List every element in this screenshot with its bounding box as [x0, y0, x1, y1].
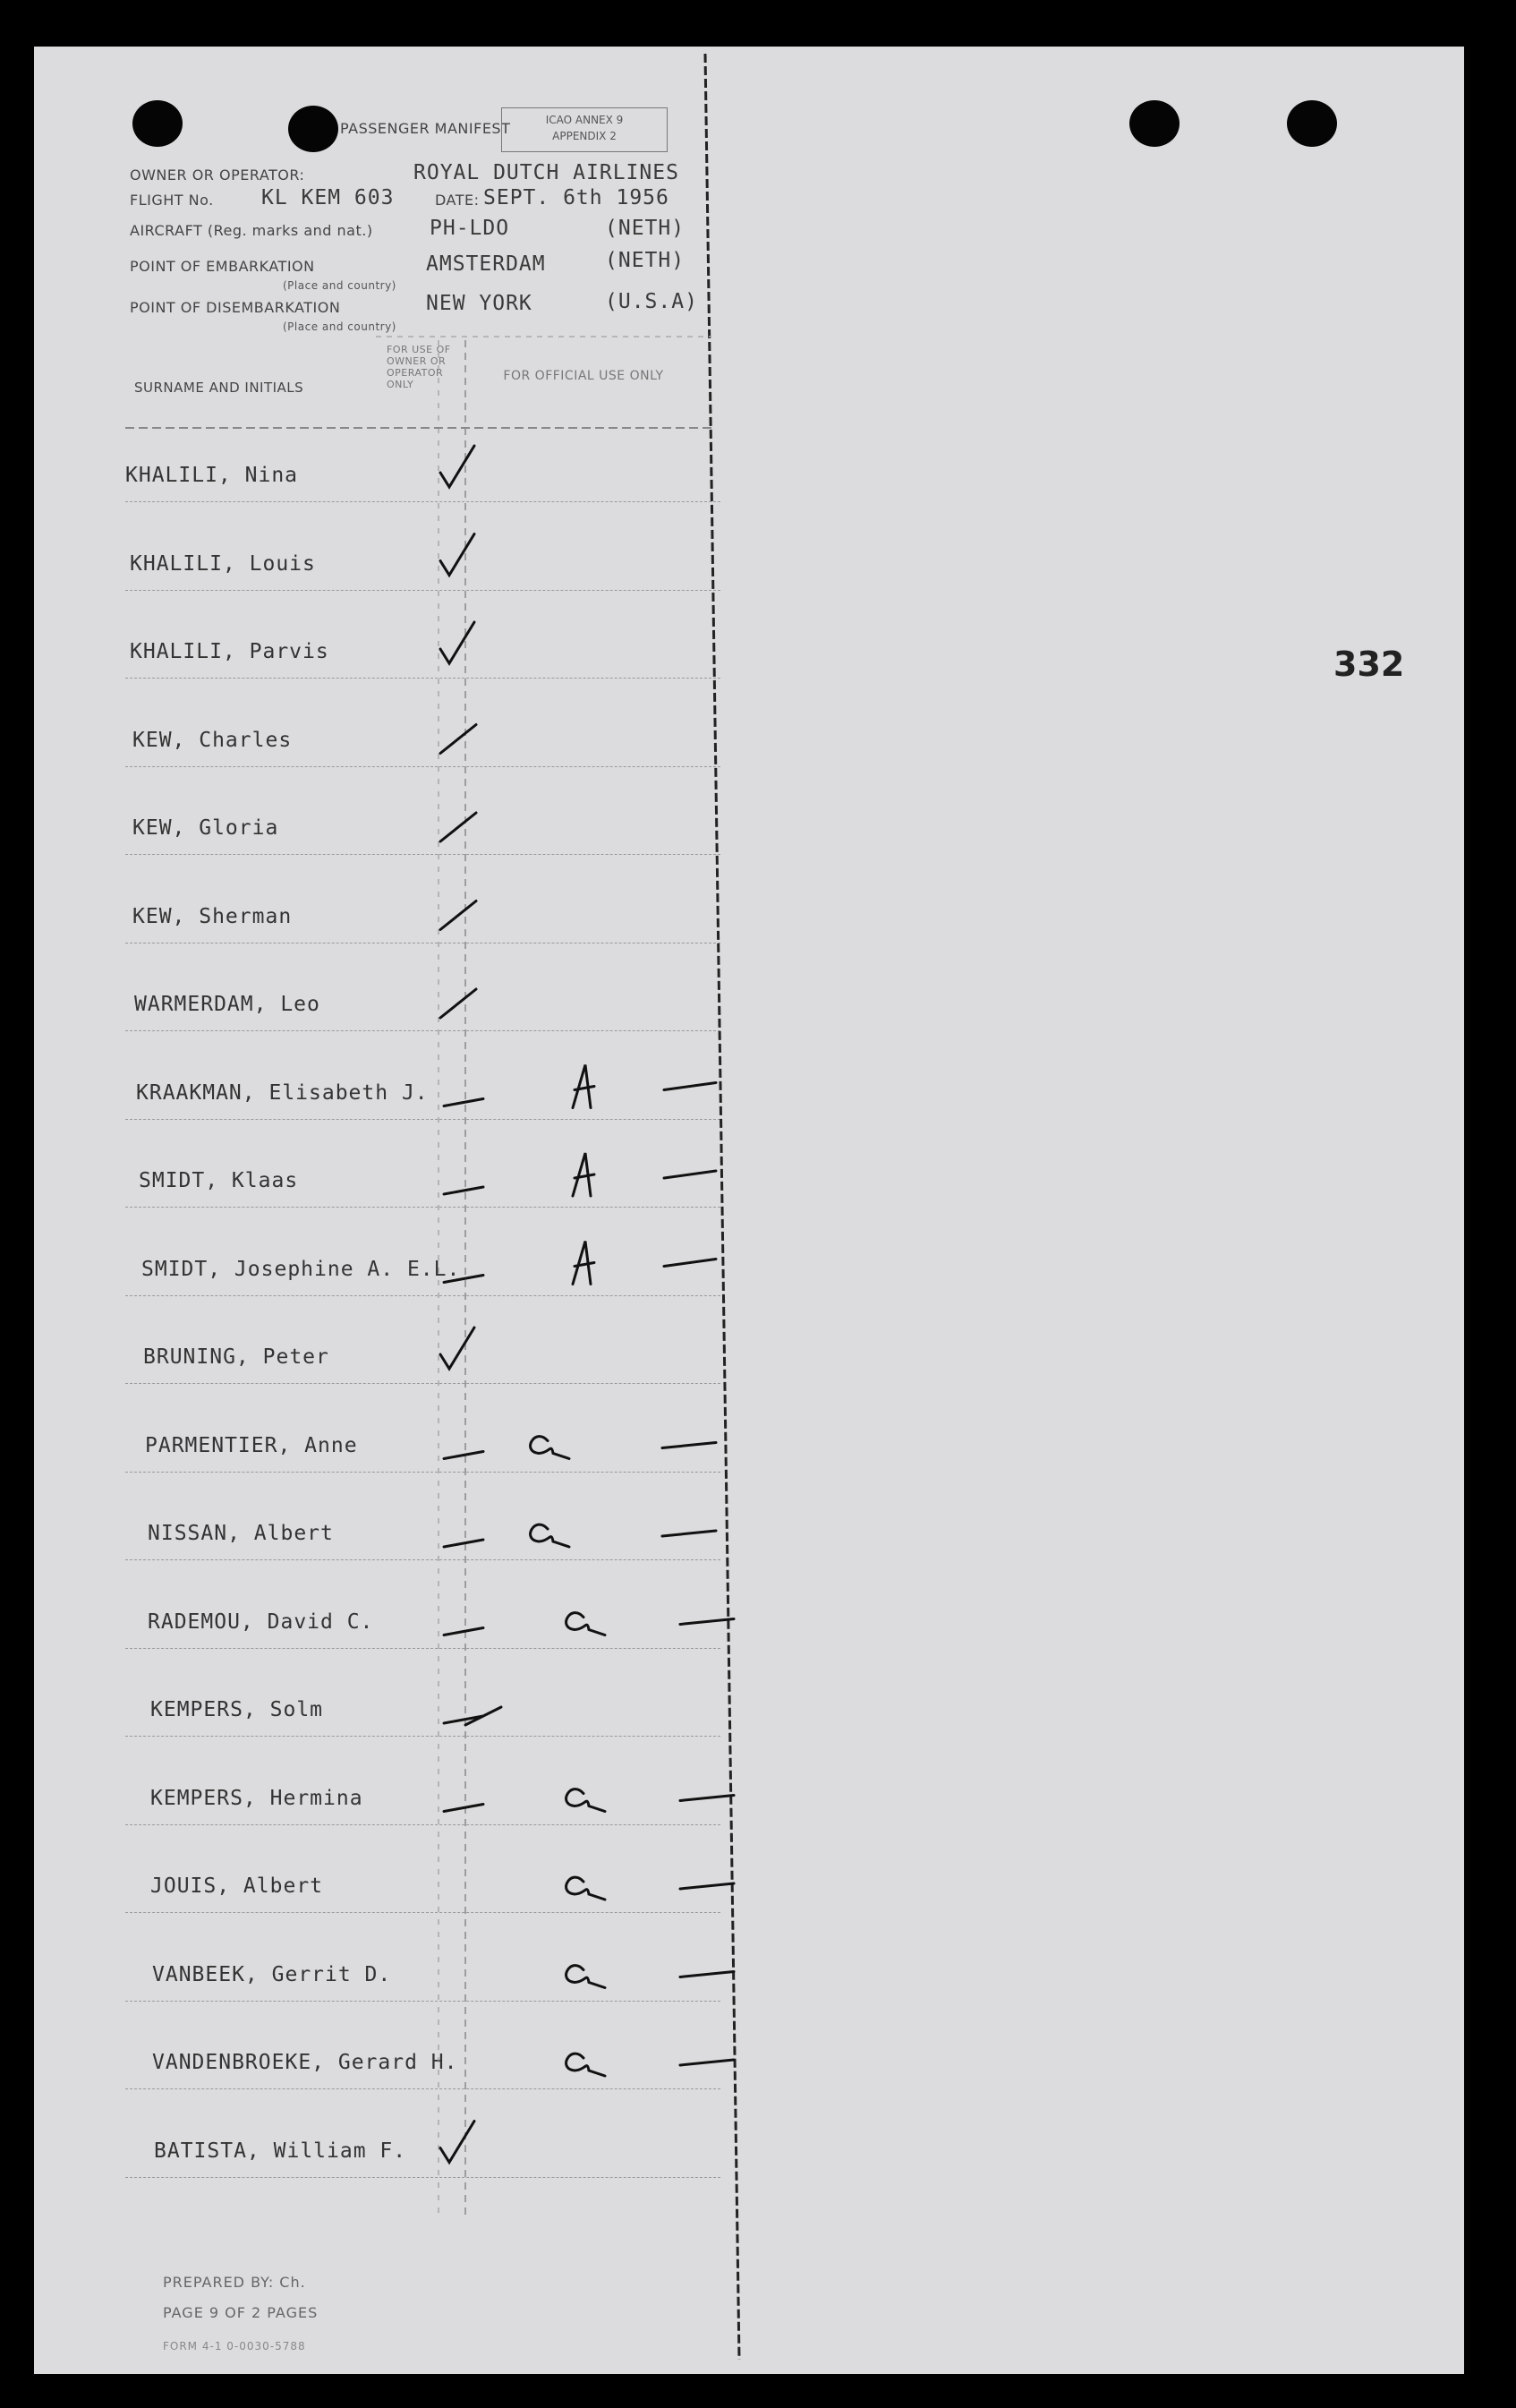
passenger-name: SMIDT, Josephine A. E.L. — [141, 1257, 461, 1281]
check-mark — [440, 622, 474, 663]
col-official-use: FOR OFFICIAL USE ONLY — [503, 369, 664, 383]
passenger-name: VANDENBROEKE, Gerard H. — [152, 2051, 458, 2074]
embark-value: AMSTERDAM — [426, 252, 546, 276]
passenger-name: WARMERDAM, Leo — [134, 993, 320, 1016]
flight-label: FLIGHT No. — [130, 192, 214, 209]
tick-dash — [440, 725, 476, 754]
passenger-name: SMIDT, Klaas — [139, 1169, 299, 1192]
date-label: DATE: — [435, 192, 480, 209]
passenger-name: VANBEEK, Gerrit D. — [152, 1962, 392, 1986]
date-value: SEPT. 6th 1956 — [483, 186, 669, 209]
place-country-2: (Place and country) — [283, 320, 396, 333]
approval-a-mark — [566, 1613, 605, 1635]
annex-line-2: APPENDIX 2 — [552, 130, 617, 142]
official-dash — [680, 1972, 734, 1977]
official-dash — [680, 1883, 734, 1889]
disembark-nat: (U.S.A) — [605, 290, 698, 313]
owner-dash — [444, 1276, 483, 1283]
page-count: PAGE 9 OF 2 PAGES — [163, 2304, 319, 2321]
approval-a-mark — [566, 1966, 605, 1988]
passenger-name: PARMENTIER, Anne — [145, 1433, 358, 1457]
passenger-name: BATISTA, William F. — [154, 2139, 407, 2163]
approval-a-mark — [566, 1877, 605, 1900]
passenger-name: KEW, Charles — [132, 728, 293, 752]
owner-dash — [444, 1099, 483, 1106]
passenger-name: KEMPERS, Solm — [150, 1698, 324, 1721]
approval-a-mark — [566, 2054, 605, 2076]
passenger-name: KEW, Gloria — [132, 816, 279, 840]
flight-value: KL KEM 603 — [261, 186, 395, 209]
disembark-label: POINT OF DISEMBARKATION — [130, 299, 341, 316]
passenger-name: BRUNING, Peter — [143, 1345, 329, 1369]
official-dash — [680, 1796, 734, 1801]
approval-a-mark — [566, 1789, 605, 1812]
official-dash — [680, 2060, 734, 2065]
aircraft-nat: (NETH) — [605, 217, 686, 240]
owner-dash — [444, 1187, 483, 1194]
owner-dash — [444, 1452, 483, 1459]
official-dash — [662, 1531, 716, 1536]
page-stamp-number: 332 — [1333, 645, 1405, 684]
disembark-value: NEW YORK — [426, 292, 532, 315]
check-mark — [440, 2122, 474, 2163]
aircraft-label: AIRCRAFT (Reg. marks and nat.) — [130, 222, 373, 239]
passenger-name: KEW, Sherman — [132, 904, 293, 928]
owner-dash — [444, 1805, 483, 1812]
owner-dash — [444, 1628, 483, 1635]
approval-a-mark — [573, 1242, 594, 1285]
owner-dash — [444, 1540, 483, 1547]
owner-dash — [465, 1707, 501, 1725]
form-code: FORM 4-1 0-0030-5788 — [163, 2340, 306, 2352]
approval-a-mark — [573, 1065, 594, 1108]
col-divider-right — [705, 54, 739, 2360]
check-mark — [440, 1328, 474, 1369]
col-owner-use: FOR USE OF OWNER OR OPERATOR ONLY — [387, 344, 451, 390]
prepared-by: PREPARED BY: Ch. — [163, 2274, 306, 2291]
place-country-1: (Place and country) — [283, 279, 396, 292]
passenger-name: KHALILI, Parvis — [130, 640, 329, 663]
official-dash — [680, 1619, 734, 1625]
aircraft-value: PH-LDO — [430, 217, 510, 240]
passenger-name: NISSAN, Albert — [148, 1522, 334, 1545]
check-mark — [440, 446, 474, 487]
passenger-name: KRAAKMAN, Elisabeth J. — [136, 1080, 429, 1105]
approval-a-mark — [573, 1153, 594, 1196]
approval-a-mark — [531, 1437, 569, 1459]
owner-value: ROYAL DUTCH AIRLINES — [413, 161, 679, 184]
approval-a-mark — [531, 1524, 569, 1547]
col-surname: SURNAME AND INITIALS — [134, 380, 304, 396]
passenger-name: RADEMOU, David C. — [148, 1610, 374, 1634]
annex-line-1: ICAO ANNEX 9 — [545, 114, 624, 126]
official-dash — [664, 1260, 716, 1267]
embark-nat: (NETH) — [605, 249, 686, 272]
passenger-name: KHALILI, Louis — [130, 551, 316, 576]
passenger-name: JOUIS, Albert — [150, 1874, 324, 1898]
official-dash — [662, 1443, 716, 1448]
tick-dash — [440, 901, 476, 930]
official-dash — [664, 1083, 716, 1090]
embark-label: POINT OF EMBARKATION — [130, 258, 315, 275]
tick-dash — [440, 989, 476, 1018]
passenger-name: KEMPERS, Hermina — [150, 1786, 363, 1810]
check-mark — [440, 534, 474, 576]
tick-dash — [440, 813, 476, 841]
passenger-name: KHALILI, Nina — [125, 464, 299, 487]
official-dash — [664, 1171, 716, 1178]
owner-label: OWNER OR OPERATOR: — [130, 167, 305, 184]
form-title: PASSENGER MANIFEST — [340, 120, 511, 137]
